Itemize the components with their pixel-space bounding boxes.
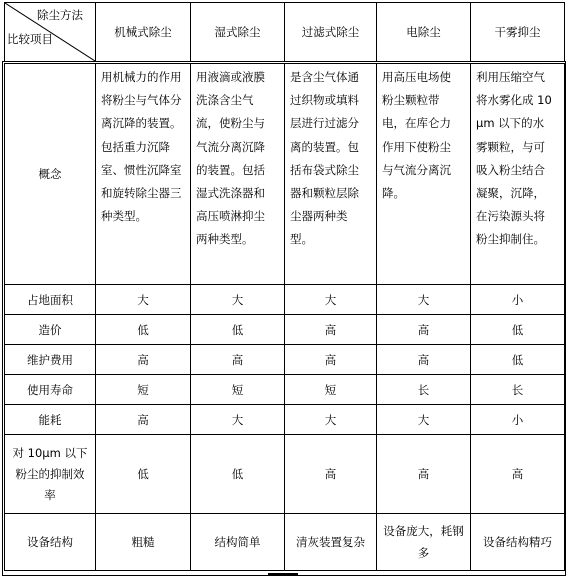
table-cell: 高 [96,405,191,435]
table-cell: 低 [471,315,565,345]
table-row [5,435,565,514]
table-cell: 结构简单 [191,514,285,571]
table-cell: 短 [96,375,191,405]
table-cell: 长 [377,375,471,405]
row-label: 概念 [5,64,96,285]
table-row [5,64,565,285]
table-cell: 低 [96,435,191,514]
table-cell: 设备庞大，耗钢多 [377,514,471,571]
table-cell: 大 [377,405,471,435]
table-cell: 短 [191,375,285,405]
table-row [5,345,565,375]
row-label: 造价 [5,315,96,345]
table-cell: 高 [285,315,377,345]
table-cell: 高 [191,345,285,375]
corner-bottom-label: 比较项目 [7,32,53,46]
row-label: 能耗 [5,405,96,435]
corner-top-label: 除尘方法 [37,8,83,22]
table-cell: 低 [191,315,285,345]
row-label: 使用寿命 [5,375,96,405]
table-cell: 大 [191,285,285,315]
table-cell: 低 [96,315,191,345]
header-method: 电除尘 [377,3,471,62]
table-cell: 高 [377,345,471,375]
header-method: 干雾抑尘 [471,3,565,62]
table-cell: 高 [471,435,565,514]
table-cell: 低 [191,435,285,514]
header-method: 过滤式除尘 [285,3,377,62]
table-cell: 大 [377,285,471,315]
row-label: 对 10μm 以下 粉尘的抑制效 率 [5,435,96,514]
table-cell: 小 [471,405,565,435]
table-row [5,405,565,435]
table-cell: 高 [96,345,191,375]
bottom-mark [268,573,298,576]
table-cell: 低 [471,345,565,375]
table-cell: 大 [96,285,191,315]
table-row [5,375,565,405]
concept-cell: 用液滴或液膜 洗涤含尘气 流，使粉尘与 气流分离沉降 的装置。包括 湿式洗涤器和 高压喷淋抑尘 两种类型。 [191,64,285,285]
row-label: 设备结构 [5,514,96,571]
table-cell: 小 [471,285,565,315]
table-cell: 高 [285,435,377,514]
table-cell: 设备结构精巧 [471,514,565,571]
concept-cell: 利用压缩空气 将水雾化成 10 μm 以下的水 雾颗粒，与可 吸入粉尘结合 凝聚，沉降， 在污染源头将 粉尘抑制住。 [471,64,565,285]
table-row [5,315,565,345]
table-row [5,514,565,571]
table-cell: 粗糙 [96,514,191,571]
table-cell: 高 [377,435,471,514]
table-cell: 高 [377,315,471,345]
table-cell: 清灰装置复杂 [285,514,377,571]
table-cell: 长 [471,375,565,405]
header-corner-cell [5,3,96,62]
concept-cell: 是含尘气体通 过织物或填料 层进行过滤分 离的装置。包 括布袋式除尘 器和颗粒层除 尘器两种类 型。 [285,64,377,285]
comparison-table [4,63,565,571]
header-method: 湿式除尘 [191,3,285,62]
table-cell: 大 [285,405,377,435]
concept-cell: 用高压电场使 粉尘颗粒带 电，在库仑力 作用下使粉尘 与气流分离沉 降。 [377,64,471,285]
row-label: 维护费用 [5,345,96,375]
header-table [4,2,565,62]
row-label: 占地面积 [5,285,96,315]
header-method: 机械式除尘 [96,3,191,62]
table-cell: 大 [285,285,377,315]
table-cell: 大 [191,405,285,435]
table-cell: 短 [285,375,377,405]
concept-cell: 用机械力的作用 将粉尘与气体分 离沉降的装置。 包括重力沉降 室、惯性沉降室 和旋转除尘器三 种类型。 [96,64,191,285]
table-row [5,285,565,315]
table-cell: 高 [285,345,377,375]
